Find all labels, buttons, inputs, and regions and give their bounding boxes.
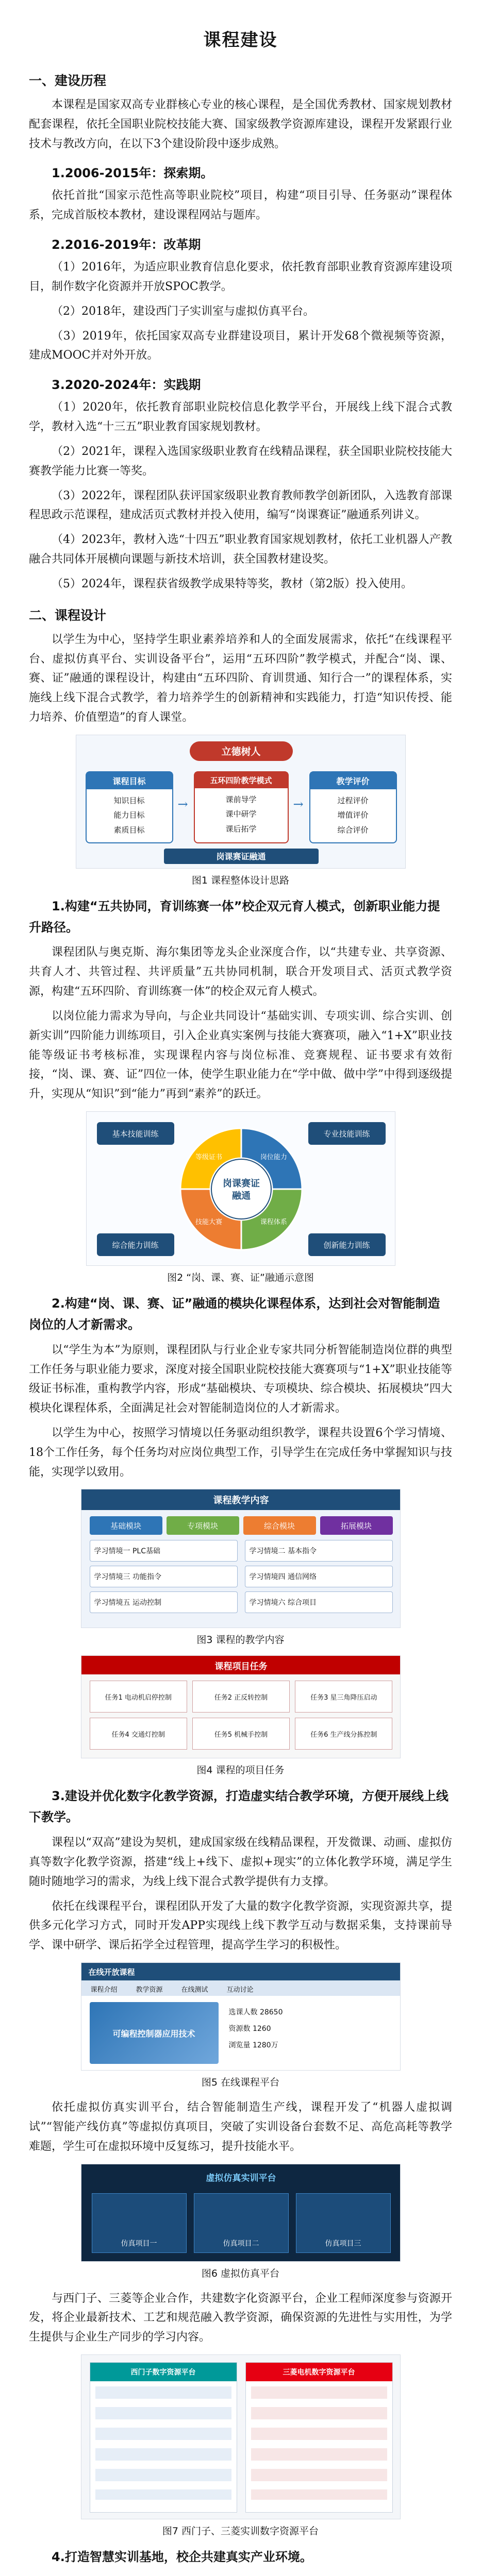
fig4-banner: 课程项目任务 [81,1656,401,1674]
fig1-center-title: 五环四阶教学模式 [195,772,288,788]
figure-vr-platform [81,2164,401,2262]
fig2-segment-label: 等级证书 [195,1154,222,1162]
fig5-caption: 图5 在线课程平台 [201,2077,280,2089]
fig1-right-item: 增值评价 [337,810,369,820]
phase2-item: （2）2018年，建设西门子实训室与虚拟仿真平台。 [52,304,314,318]
fig3-row: 学习情境三 功能指令 [90,1566,238,1587]
sub1-para: 以岗位能力需求为导向，与企业共同设计“基础实训、专项实训、综合实训、创新实训”四阶能力训练项目，引入企业真实案例与技能大赛赛项，融入“1+X”职业技能等级证书考核标准，实现课程内容与岗位标准、竞赛规程、证书要求有效衔接，“岗、课、赛、证”四位一体，使学生职业能力在“学中做、做中学”中得到逐级提升，实现从“知识”到“能力”再到“素养”的跃迁。 [29,1009,452,1101]
fig5-stats [229,2004,392,2054]
fig3-row: 学习情境六 综合项目 [245,1591,393,1613]
fig3-row: 学习情境四 通信网络 [245,1566,393,1587]
sub2-heading: 2.构建“岗、课、赛、证”融通的模块化课程体系，达到社会对智能制造岗位的人才新需求。 [29,1296,440,1332]
phase3-item: （5）2024年，课程获省级教学成果特等奖，教材（第2版）投入使用。 [52,577,412,590]
fig2-ring [177,1125,306,1253]
fig2-segment-label: 技能大赛 [195,1218,222,1227]
fig4-task: 任务4 交通灯控制 [90,1718,187,1750]
fig5-course-banner: 可编程控制器应用技术 [90,2002,219,2064]
fig5-stat: 浏览量 1280万 [228,2041,278,2050]
fig6-item: 仿真项目二 [194,2193,289,2253]
fig1-left-title: 课程目标 [87,772,172,789]
fig7-left-content [95,2386,231,2500]
phase3-item: （2）2021年，课程入选国家级职业教育在线精品课程，获全国职业院校技能大赛教学能力比赛一等奖。 [29,445,452,478]
fig2-label: 创新能力训练 [308,1233,386,1256]
fig1-bottom-banner: 岗课赛证融通 [164,849,319,864]
fig1-center-item: 课中研学 [225,809,257,819]
fig2-center-circle [211,1159,271,1219]
sub2-para: 以“学生为本”为原则，课程团队与行业企业专家共同分析智能制造岗位群的典型工作任务与职业能力要求，深度对接全国职业院校技能大赛赛项与“1+X”职业技能等级证书标准，重构教学内容，形成“基础模块、专项模块、综合模块、拓展模块”四大模块化课程体系，全面满足社会对智能制造岗位的人才新需求。 [29,1343,452,1415]
fig1-right-item: 综合评价 [337,825,369,835]
fig3-module: 基础模块 [90,1516,162,1535]
fig1-left-panel [86,771,173,843]
fig1-right-title: 教学评价 [310,772,396,789]
fig4-grid [90,1681,393,1750]
fig6-item: 仿真项目三 [296,2193,391,2253]
fig3-module: 综合模块 [243,1516,316,1535]
phase3-item: （1）2020年，依托教育部职业院校信息化教学平台，开展线上线下混合式教学，教材入选“十三五”职业教育国家规划教材。 [29,401,452,434]
design-intro: 以学生为中心，坚持学生职业素养培养和人的全面发展需求，依托“在线课程平台、虚拟仿真平台、实训设备平台”，运用“五环四阶”教学模式，并配合“岗、课、赛、证”融通的课程设计，构建由“五环四阶、育训贯通、知行合一”的课程体系，实施线上线下混合式教学，着力培养学生的创新精神和实践能力，打造“知识传授、能力培养、价值塑造”的育人课堂。 [29,633,452,724]
history-intro: 本课程是国家双高专业群核心专业的核心课程，是全国优秀教材、国家规划教材配套课程，依托全国职业院校技能大赛、国家级教学资源库建设，课程开发紧跟行业技术与教改方向，在以下3个建设阶段中逐步成熟。 [29,98,452,150]
fig5-tab: 教学资源 [136,1986,163,1994]
page-title: 课程建设 [203,30,278,50]
phase2-item: （3）2019年，依托国家双高专业群建设项目，累计开发68个微视频等资源，建成MOOC并对外开放。 [29,329,452,362]
fig3-row: 学习情境二 基本指令 [245,1540,393,1562]
fig7-left-header: 西门子数字资源平台 [90,2363,237,2381]
section-heading-design: 二、课程设计 [29,607,107,623]
fig7-right-header: 三菱电机数字资源平台 [246,2363,392,2381]
fig1-right-panel [309,771,397,843]
fig4-task: 任务6 生产线分拣控制 [295,1718,392,1750]
sub1-heading: 1.构建“五共协同，育训练赛一体”校企双元育人模式，创新职业能力提升路径。 [29,899,440,935]
fig6-items [92,2193,391,2253]
fig3-title: 课程教学内容 [81,1489,401,1510]
fig5-stat: 资源数 1260 [228,2025,271,2033]
fig3-module-row [90,1516,393,1535]
fig3-module: 专项模块 [167,1516,239,1535]
figure-integration [86,1111,395,1266]
phase1-text: 依托首批“国家示范性高等职业院校”项目，构建“项目引导、任务驱动”课程体系，完成首版校本教材，建设课程网站与题库。 [29,189,452,222]
fig2-segment-label: 课程体系 [260,1218,287,1227]
fig6-item: 仿真项目一 [92,2193,187,2253]
fig6-header: 虚拟仿真实训平台 [206,2173,276,2183]
section-heading-history: 一、建设历程 [29,73,107,88]
phase2-item: （1）2016年，为适应职业教育信息化要求，依托教育部职业教育资源库建设项目，制作数字化资源并开放SPOC教学。 [29,261,452,293]
phase3-item: （4）2023年，教材入选“十四五”职业教育国家规划教材，依托工业机器人产教融合共同体开展横向课题与新技术培训，获全国教材建设奖。 [29,533,452,566]
phase3-item: （3）2022年，课程团队获评国家级职业教育教师教学创新团队，入选教育部课程思政示范课程，建成活页式教材并投入使用，编写“岗课赛证”融通系列讲义。 [29,489,452,522]
fig5-stat: 选课人数 28650 [228,2008,283,2017]
fig5-tab: 互动讨论 [226,1986,254,1994]
fig1-arrow-left: → [177,796,188,811]
fig5-tab: 在线测试 [181,1986,208,1994]
sub3-para: 课程以“双高”建设为契机，建成国家级在线精品课程，开发微课、动画、虚拟仿真等数字化教学资源，搭建“线上+线下、虚拟+现实”的立体化教学环境，满足学生随时随地学习的需求，为线上线下混合式教学提供有力支撑。 [29,1836,452,1888]
fig3-row: 学习情境一 PLC基础 [90,1540,238,1562]
fig4-task: 任务1 电动机启停控制 [90,1681,187,1713]
fig1-center-item: 课前导学 [225,794,257,804]
figure-online-platform [81,1962,401,2071]
fig4-task: 任务3 星三角降压启动 [295,1681,392,1713]
fig2-center-text: 岗课赛证 [222,1178,260,1190]
phase1-heading: 1.2006-2015年：探索期。 [52,166,213,181]
fig3-caption: 图3 课程的教学内容 [196,1634,285,1646]
fig4-caption: 图4 课程的项目任务 [196,1765,285,1776]
fig6-caption: 图6 虚拟仿真平台 [201,2267,280,2279]
fig7-left-panel [90,2362,237,2513]
phase3-heading: 3.2020-2024年：实践期 [52,378,201,393]
figure-course-design [76,735,406,869]
sub3-para: 依托在线课程平台，课程团队开发了大量的数字化教学资源，实现资源共享，提供多元化学习方式，同时开发APP实现线上线下教学互动与数据采集，支持课前导学、课中研学、课后拓学全过程管理，提高学生学习的积极性。 [29,1900,452,1952]
fig2-center-text: 融通 [231,1191,251,1202]
sub3-para: 与西门子、三菱等企业合作，共建数字化资源平台，企业工程师深度参与资源开发，将企业最新技术、工艺和规范融入教学资源，确保资源的先进性与实用性，为学生提供与企业生产同步的学习内容。 [29,2292,452,2344]
fig1-left-item: 素质目标 [113,825,145,835]
fig3-module: 拓展模块 [320,1516,393,1535]
fig1-left-item: 能力目标 [113,810,145,820]
fig2-segment-label: 岗位能力 [260,1154,287,1162]
fig7-right-content [251,2386,387,2500]
fig2-label: 基本技能训练 [97,1122,174,1145]
fig5-tab: 课程介绍 [90,1986,118,1994]
fig1-caption: 图1 课程整体设计思路 [191,874,290,886]
fig2-label: 综合能力训练 [97,1233,174,1256]
sub4-heading: 4.打造智慧实训基地，校企共建真实产业环境。 [52,2550,312,2565]
sub3-para: 依托虚拟仿真实训平台，结合智能制造生产线，课程开发了“机器人虚拟调试”“智能产线仿真”等虚拟仿真项目，突破了实训设备台套数不足、高危高耗等教学难题，学生可在虚拟环境中反复练习，提升技能水平。 [29,2101,452,2153]
fig4-task: 任务2 正反转控制 [192,1681,290,1713]
phase2-heading: 2.2016-2019年：改革期 [52,238,201,252]
fig1-center-item: 课后拓学 [225,824,257,834]
figure-project-tasks [81,1655,401,1758]
fig2-caption: 图2 “岗、课、赛、证”融通示意图 [167,1272,314,1284]
figure-teaching-content [81,1489,401,1628]
fig7-right-panel [245,2362,393,2513]
fig2-label: 专业技能训练 [308,1122,386,1145]
fig7-caption: 图7 西门子、三菱实训数字资源平台 [162,2526,319,2537]
fig1-left-item: 知识目标 [113,795,145,805]
fig3-row: 学习情境五 运动控制 [90,1591,238,1613]
fig1-center-panel [194,771,289,843]
figure-vendor-platforms [81,2354,401,2519]
fig1-arrow-right: → [293,796,304,811]
sub3-heading: 3.建设并优化数字化教学资源，打造虚实结合教学环境，方便开展线上线下教学。 [29,1789,449,1825]
sub1-para: 课程团队与奥克斯、海尔集团等龙头企业深度合作，以“共建专业、共享资源、共育人才、共管过程、共评质量”五共协同机制，联合开发项目式、活页式教学资源，构建“五环四阶、育训练赛一体”的校企双元育人模式。 [29,946,452,998]
sub2-para: 以学生为中心，按照学习情境以任务驱动组织教学，课程共设置6个学习情境、18个工作任务，每个任务均对应岗位典型工作，引导学生在完成任务中掌握知识与技能，实现学以致用。 [29,1427,452,1479]
fig1-right-item: 过程评价 [337,795,369,805]
fig1-top-banner: 立德树人 [190,741,293,761]
fig3-grid [90,1540,393,1613]
fig5-tabs [81,1980,401,1996]
fig4-task: 任务5 机械手控制 [192,1718,290,1750]
fig5-header: 在线开放课程 [81,1963,401,1980]
sub4-para [29,2573,452,2576]
